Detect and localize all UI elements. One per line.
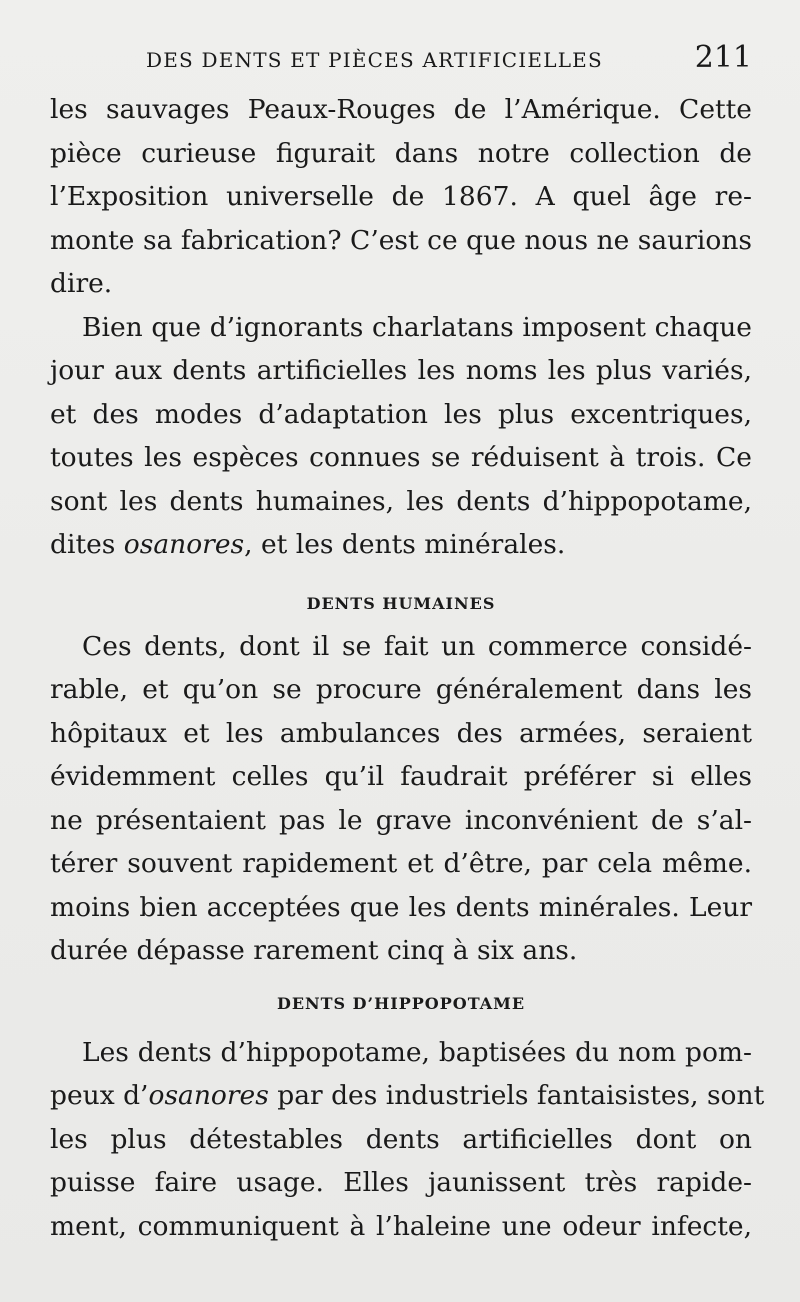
text-line: monte sa fabrication? C’est ce que nous ne saurions [50, 224, 752, 256]
page-number: 211 [694, 40, 752, 75]
section-heading-human-teeth: DENTS HUMAINES [306, 593, 496, 613]
text-line: toutes les espèces connues se réduisent à trois. Ce [50, 442, 752, 473]
running-header [50, 0, 752, 92]
text-line: durée dépasse rarement cinq à six ans. [50, 935, 578, 966]
section-heading-hippopotamus-teeth: DENTS D’HIPPOPOTAME [276, 993, 526, 1013]
text-line: pièce curieuse figurait dans notre collection de [50, 137, 752, 169]
text-line: moins bien acceptées que les dents minérales. Leur [50, 891, 752, 923]
text-line [50, 1074, 765, 1118]
text-line: dire. [50, 268, 113, 299]
text-line: l’Exposition universelle de 1867. A quel âge re- [50, 181, 752, 212]
text-fragment: dites [50, 529, 124, 560]
text-line [50, 523, 752, 567]
text-line: ne présentaient pas le grave inconvénient de s’al- [50, 804, 752, 836]
text-line: et des modes d’adaptation les plus excentriques, [50, 398, 752, 430]
text-line: sont les dents humaines, les dents d’hippopotame, [50, 485, 752, 517]
text-line: Les dents d’hippopotame, baptisées du nom pom- [82, 1036, 752, 1068]
text-line: ment, communiquent à l’haleine une odeur infecte, [50, 1210, 752, 1242]
text-line: les sauvages Peaux-Rouges de l’Amérique. Cette [50, 94, 752, 125]
text-line: puisse faire usage. Elles jaunissent très rapide- [50, 1167, 752, 1198]
running-title: DES DENTS ET PIÈCES ARTIFICIELLES [146, 48, 603, 72]
text-line: évidemment celles qu’il faudrait préférer si elles [50, 761, 752, 792]
paragraph-hippopotamus-teeth [50, 1031, 765, 1249]
text-line: les plus détestables dents artificielles dont on [50, 1123, 752, 1155]
text-fragment: , et les dents minérales. [244, 529, 566, 560]
text-line: Bien que d’ignorants charlatans imposent chaque [82, 311, 752, 343]
paragraph-human-teeth [50, 625, 752, 973]
text-line: térer souvent rapidement et d’être, par cela même. [50, 848, 752, 879]
text-line: jour aux dents artificielles les noms les plus variés, [50, 355, 752, 386]
italic-term: osanores [123, 529, 245, 560]
paragraph-types-of-teeth [50, 306, 752, 567]
text-line: hôpitaux et les ambulances des armées, seraient [50, 717, 752, 749]
paragraph-continuation [50, 88, 752, 306]
italic-term: osanores [148, 1080, 269, 1111]
text-fragment: par des industriels fantaisistes, sont [268, 1080, 765, 1111]
text-line: Ces dents, dont il se fait un commerce considé- [82, 630, 752, 662]
text-fragment: peux d’ [50, 1080, 149, 1111]
text-line: rable, et qu’on se procure généralement dans les [50, 674, 752, 705]
